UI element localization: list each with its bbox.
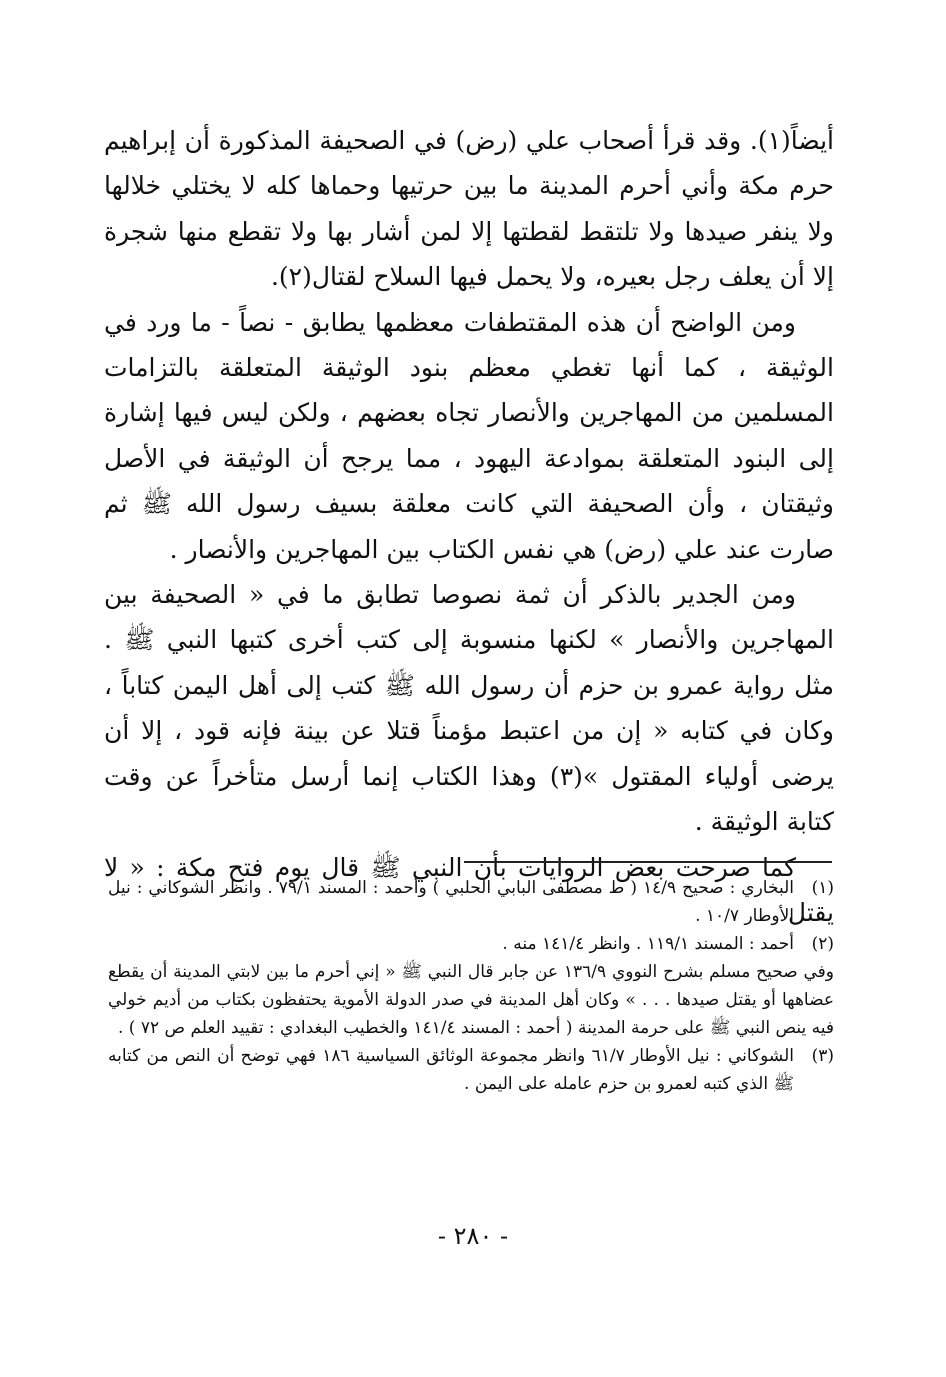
paragraph-4: كما صرحت بعض الروايات بأن النبي ﷺ قال يوم فتح مكة : « لا يقتل	[104, 852, 834, 927]
footnote-text: أحمد : المسند ١١٩/١ . وانظر ١٤١/٤ منه .	[502, 934, 794, 954]
footnote-separator	[464, 861, 832, 863]
page-number: - ٢٨٠ -	[437, 1222, 509, 1250]
paragraph-1: أيضاً(١). وقد قرأ أصحاب علي (رض) في الصحيفة المذكورة أن إبراهيم حرم مكة وأني أحرم المدينة ما بين حرتيها وحماها كله لا يختلي خلالها ولا ينفر صيدها ولا تلتقط لقطتها إلا لمن أشار بها ولا تقطع منها شجرة إلا أن يعلف رجل بعيره، ولا يحمل فيها السلاح لقتال(٢).	[104, 126, 834, 292]
main-text	[104, 118, 834, 935]
paragraph-2: ومن الواضح أن هذه المقتطفات معظمها يطابق - نصاً - ما ورد في الوثيقة ، كما أنها تغطي معظم بنود الوثيقة المتعلقة بالتزامات المسلمين من المهاجرين والأنصار تجاه بعضهم ، ولكن ليس فيها إشارة إلى البنود المتعلقة بموادعة اليهود ، مما يرجح أن الوثيقة في الأصل وثيقتان ، وأن الصحيفة التي كانت معلقة بسيف رسول الله ﷺ ثم صارت عند علي (رض) هي نفس الكتاب بين المهاجرين والأنصار .	[104, 307, 834, 564]
paragraph-3: ومن الجدير بالذكر أن ثمة نصوصا تطابق ما في « الصحيفة بين المهاجرين والأنصار » لكنها منسوبة إلى كتب أخرى كتبها النبي ﷺ . مثل رواية عمرو بن حزم أن رسول الله ﷺ كتب إلى أهل اليمن كتاباً ، وكان في كتابه « إن من اعتبط مؤمناً قتلا عن بينة فإنه قود ، إلا أن يرضى أولياء المقتول »(٣) وهذا الكتاب إنما أرسل متأخراً عن وقت كتابة الوثيقة .	[104, 580, 834, 837]
footnote-1	[108, 874, 834, 930]
footnote-number: (٢)	[811, 934, 834, 954]
footnote-3	[108, 1042, 834, 1098]
footnote-text: الشوكاني : نيل الأوطار ٦١/٧ وانظر مجموعة الوثائق السياسية ١٨٦ فهي توضح أن النص من كتابه ﷺ الذي كتبه لعمرو بن حزم عامله على اليمن .	[108, 1046, 794, 1094]
footnote-2	[108, 930, 834, 958]
footnotes	[108, 874, 834, 1098]
footnote-text: البخاري : صحيح ١٤/٩ ( ط مصطفى البابي الحلبي ) وأحمد : المسند ٧٩/١ . وانظر الشوكاني : نيل الأوطار ١٠/٧ .	[108, 878, 794, 926]
footnote-number: (٣)	[811, 1046, 834, 1066]
footnote-number: (١)	[811, 878, 834, 898]
footnote-2-continuation: وفي صحيح مسلم بشرح النووي ١٣٦/٩ عن جابر قال النبي ﷺ « إني أحرم ما بين لابتي المدينة أن يقطع عضاهها أو يقتل صيدها . . . » وكان أهل المدينة في صدر الدولة الأموية يحتفظون بكتاب من أديم خولي فيه ينص النبي ﷺ على حرمة المدينة ( أحمد : المسند ١٤١/٤ والخطيب البغدادي : تقييد العلم ص ٧٢ ) .	[108, 962, 834, 1038]
